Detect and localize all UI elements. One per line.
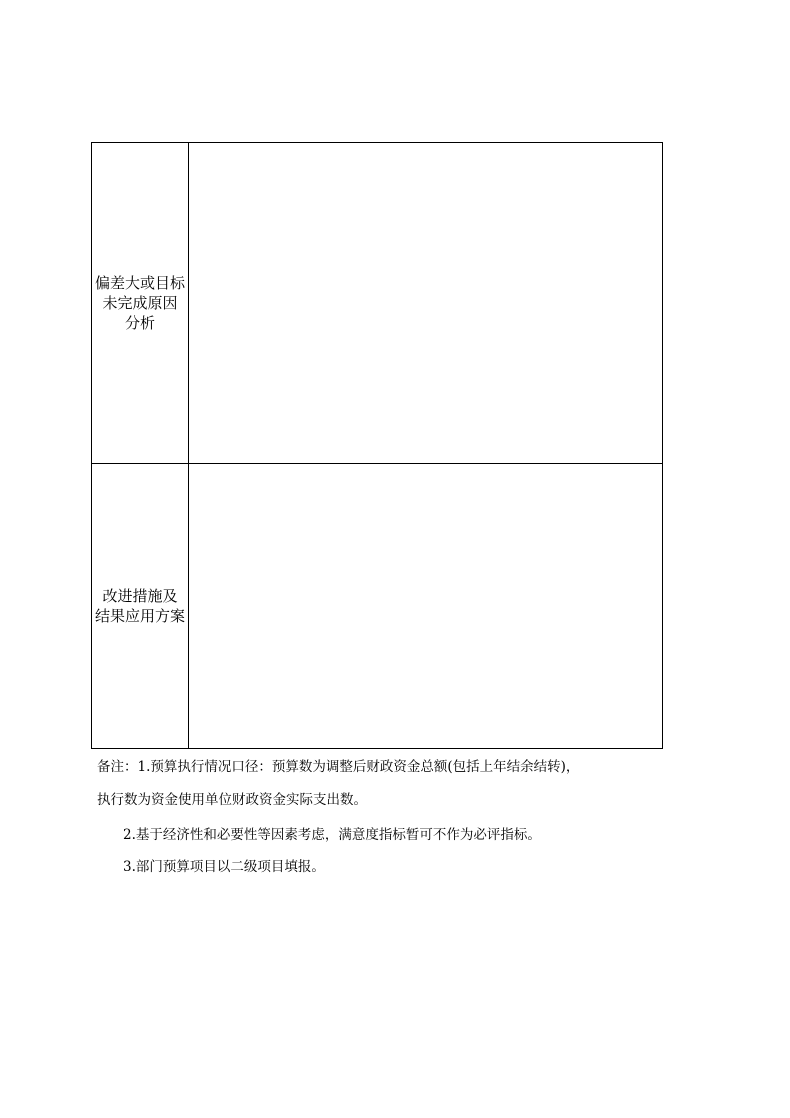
note-line-1: 备注：1.预算执行情况口径：预算数为调整后财政资金总额(包括上年结余结转)， xyxy=(97,759,580,775)
row-label-line: 未完成原因 xyxy=(102,293,178,312)
table-row xyxy=(92,463,663,748)
evaluation-form-table xyxy=(91,142,663,749)
row-label-line: 结果应用方案 xyxy=(94,606,185,625)
row-label-line: 偏差大或目标 xyxy=(94,273,185,292)
note-line-3: 3.部门预算项目以二级项目填报。 xyxy=(123,859,325,875)
improvement-plan-label-cell xyxy=(92,463,189,748)
deviation-analysis-content-cell[interactable] xyxy=(189,143,663,464)
row-label-line: 分析 xyxy=(124,313,155,332)
table-row xyxy=(92,143,663,464)
deviation-analysis-label-cell xyxy=(92,143,189,464)
improvement-plan-content-cell[interactable] xyxy=(189,463,663,748)
note-line-1-continued: 执行数为资金使用单位财政资金实际支出数。 xyxy=(97,792,367,808)
row-label-line: 改进措施及 xyxy=(102,586,178,605)
note-line-2: 2.基于经济性和必要性等因素考虑，满意度指标暂可不作为必评指标。 xyxy=(123,827,541,843)
